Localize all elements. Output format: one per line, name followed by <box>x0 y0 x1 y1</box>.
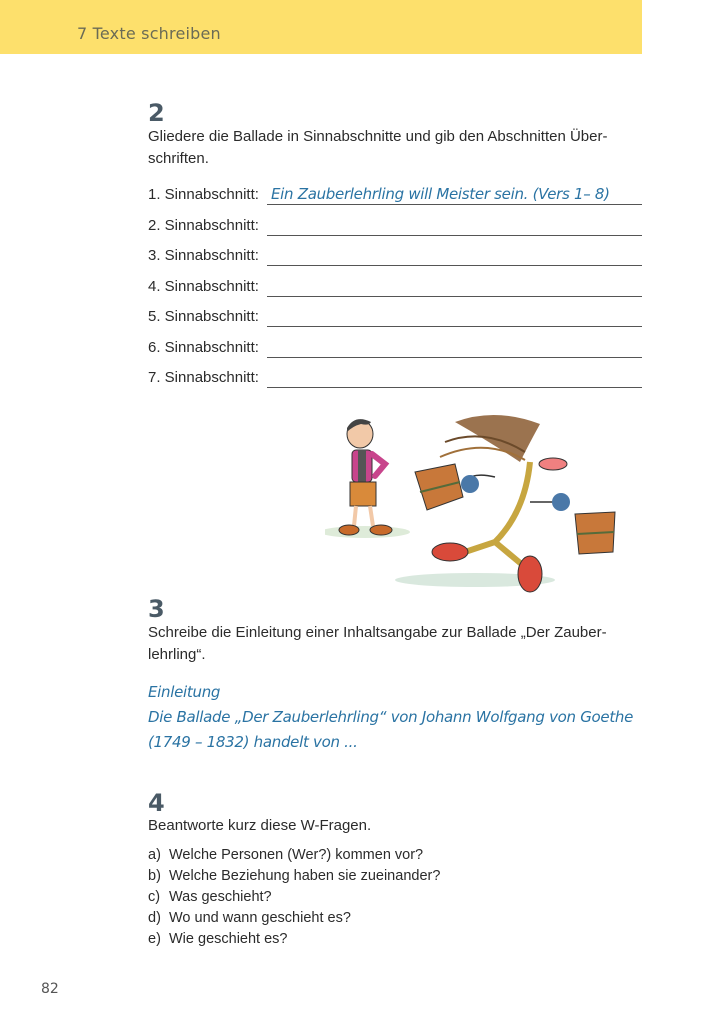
row-label: 3. Sinnabschnitt: <box>148 247 259 264</box>
sinnabschnitt-row-7 <box>148 369 642 391</box>
question-letter: a) <box>148 847 161 863</box>
example-line-1: Die Ballade „Der Zauberlehrling“ von Johann Wolfgang von Goethe <box>148 708 634 726</box>
sinnabschnitt-row-6 <box>148 339 642 361</box>
question-item <box>148 929 440 950</box>
instruction-line: schriften. <box>148 150 209 167</box>
sinnabschnitt-row-5 <box>148 308 642 330</box>
exercise-number-3: 3 <box>148 595 165 623</box>
w-questions-list <box>148 845 440 950</box>
chapter-title: 7 Texte schreiben <box>77 24 221 43</box>
sinnabschnitt-row-1 <box>148 186 642 208</box>
zauberlehrling-illustration <box>325 402 625 598</box>
question-letter: c) <box>148 889 161 905</box>
question-letter: d) <box>148 910 161 926</box>
instruction-line: Schreibe die Einleitung einer Inhaltsangabe zur Ballade „Der Zauber- <box>148 624 607 641</box>
question-item <box>148 866 440 887</box>
answer-text[interactable]: Ein Zauberlehrling will Meister sein. (Vers 1– 8) <box>271 185 610 203</box>
row-label: 1. Sinnabschnitt: <box>148 186 259 203</box>
sinnabschnitt-row-3 <box>148 247 642 269</box>
exercise-number-4: 4 <box>148 789 165 817</box>
row-label: 2. Sinnabschnitt: <box>148 217 259 234</box>
row-label: 6. Sinnabschnitt: <box>148 339 259 356</box>
example-heading: Einleitung <box>148 683 221 701</box>
question-text: Wo und wann geschieht es? <box>169 910 351 926</box>
question-item <box>148 845 440 866</box>
question-item <box>148 908 440 929</box>
answer-line[interactable] <box>267 357 642 358</box>
instruction-line: lehrling“. <box>148 646 206 663</box>
exercise-2-instruction <box>148 126 618 170</box>
page-number: 82 <box>41 981 59 997</box>
question-text: Was geschieht? <box>169 889 272 905</box>
example-line-2: (1749 – 1832) handelt von ... <box>148 733 358 751</box>
row-label: 4. Sinnabschnitt: <box>148 278 259 295</box>
question-letter: e) <box>148 931 161 947</box>
question-text: Welche Personen (Wer?) kommen vor? <box>169 847 424 863</box>
exercise-3-instruction <box>148 622 618 666</box>
sinnabschnitt-row-4 <box>148 278 642 300</box>
instruction-line: Gliedere die Ballade in Sinnabschnitte und gib den Abschnitten Über- <box>148 128 608 145</box>
question-text: Welche Beziehung haben sie zueinander? <box>169 868 441 884</box>
row-label: 5. Sinnabschnitt: <box>148 308 259 325</box>
sinnabschnitt-row-2 <box>148 217 642 239</box>
answer-line[interactable] <box>267 265 642 266</box>
answer-line[interactable] <box>267 235 642 236</box>
boy-figure <box>339 419 392 535</box>
exercise-4-instruction: Beantworte kurz diese W-Fragen. <box>148 817 372 834</box>
answer-line[interactable] <box>267 296 642 297</box>
answer-line[interactable] <box>267 204 642 205</box>
row-label: 7. Sinnabschnitt: <box>148 369 259 386</box>
broom-figure <box>415 415 615 592</box>
answer-line[interactable] <box>267 326 642 327</box>
exercise-number-2: 2 <box>148 99 165 127</box>
answer-line[interactable] <box>267 387 642 388</box>
question-text: Wie geschieht es? <box>169 931 288 947</box>
question-letter: b) <box>148 868 161 884</box>
question-item <box>148 887 440 908</box>
